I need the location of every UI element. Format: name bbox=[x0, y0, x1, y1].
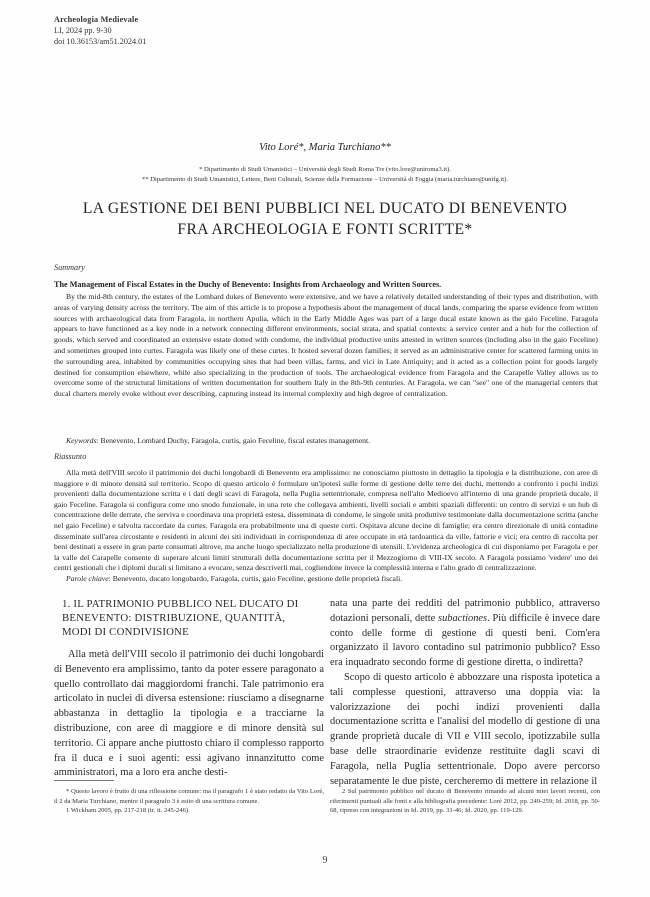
summary-body: By the mid-8th century, the estates of the Lombard dukes of Benevento were extensive, and we have a relatively detailed understanding of their types and distribution, with areas of varying density across the territory. The aim of this article is to propose a hypothesis about the management of ducal lands, comparing the sparse evidence from written sources with archaeological data from Faragola, in northern Apulia, which in the Early Middle Ages was part of a large ducal estate known as the gaio Feceline. Faragola appears to have functioned as a key node in a network connecting different environments, social strata, and spatial contexts: a service center and a hub for the collection of goods, which served and coordinated an extensive estate dotted with condome, the individual productive units attested in written sources (including also in the gaio Feceline) and sometimes grouped into curtes. Faragola was likely one of these curtes. It hosted several dozen families; it served as an administrative center for scattered farming units in the surrounding area, inhabited by communities occupying sites that had been villas, farms, and vici in Late Antiquity; and it acted as a collection point for goods largely destined for consumption elsewhere, while also specializing in the production of tools. The archaeological evidence from Faragola and the Carapelle Valley allows us to overcome some of the structural limitations of written documentation for southern Italy in the 8th-9th centuries. At Faragola, we can "see" one of the managerial centers that ducal charters merely evoke without ever describing, capturing instead its internal complexity and high degree of centralization. bbox=[54, 292, 598, 399]
footnote-1: 1 Wickham 2005, pp. 217-218 (tr. it. 245-246). bbox=[66, 807, 190, 815]
summary-keywords: Keywords: Benevento, Lombard Duchy, Faragola, curtis, gaio Feceline, fiscal estates management. bbox=[66, 436, 371, 445]
subactiones-term: subactiones bbox=[438, 612, 488, 624]
parole-chiave-label: Parole chiave bbox=[66, 574, 109, 583]
footnote-star: * Questo lavoro è frutto di una riflessione comune: ma il paragrafo 1 è stato redatto da Vito Loré, il 2 da Maria Turchiano, mentre il paragrafo 3 è esito di una scrittura comune. bbox=[54, 788, 324, 805]
summary-label: Summary bbox=[54, 263, 85, 272]
body-column-left: Alla metà dell'VIII secolo il patrimonio dei duchi longobardi di Benevento era amplissimo, tanto da poter essere paragonato a quello controllato dai maggiordomi franchi. Tale patrimonio era articolato in nuclei di diversa estensione: riusciamo a disegnarne abbastanza in dettaglio la tipologia e a tracciarne la distribuzione, con aree di maggiore e di minore densità sul territorio. Ci appare anche piuttosto chiaro il complesso rapporto fra il duca e i suoi agenti: essi agivano innanzitutto come amministratori, ma a loro era anche desti- bbox=[54, 649, 324, 779]
footnote-2: 2 Sul patrimonio pubblico nel ducato di Benevento rimando ad alcuni miei lavori recenti, con riferimenti puntuali alle fonti e alla bibliografia precedente: Loré 2012, pp. 249-259; Id. 2018, pp. 50-68, ripreso con integrazioni in Id. 2019, pp. 31-46; Id. 2020, pp. 119-129. bbox=[330, 788, 600, 815]
riassunto-keywords: Parole chiave: Benevento, ducato longobardo, Faragola, curtis, gaio Feceline, gestione delle proprietà fiscali. bbox=[66, 574, 403, 583]
parole-chiave-text: Benevento, ducato longobardo, Faragola, curtis, gaio Feceline, gestione delle proprietà fiscali. bbox=[112, 574, 403, 583]
authors: Vito Loré*, Maria Turchiano** bbox=[259, 142, 391, 153]
affiliation-1: * Dipartimento di Studi Umanistici – Università degli Studi Roma Tre (vito.lore@uniroma3.it). bbox=[199, 166, 451, 173]
paragraph-2: Scopo di questo articolo è abbozzare una risposta ipotetica a tali complesse questioni, attraverso una doppia via: la valorizzazione dei pochi indizi provenienti dalla documentazione scritta e l'analisi del modello di gestione di una grande proprietà ducale di VII e VIII secolo, ipotizzabile sulla base delle straordinarie evidenze restituite dagli scavi di Faragola, nella Puglia settentrionale. Dopo avere percorso separatamente le due piste, cercheremo di mettere in relazione il bbox=[330, 671, 600, 787]
title-line-1: LA GESTIONE DEI BENI PUBBLICI NEL DUCATO DI BENEVENTO bbox=[82, 200, 568, 217]
keywords-text: Benevento, Lombard Duchy, Faragola, curtis, gaio Feceline, fiscal estates management. bbox=[100, 436, 371, 445]
page-number: 9 bbox=[322, 855, 328, 866]
journal-header bbox=[54, 14, 146, 47]
riassunto-label: Riassunto bbox=[54, 452, 87, 461]
riassunto-body: Alla metà dell'VIII secolo il patrimonio dei duchi longobardi di Benevento era amplissimo: ne conosciamo piuttosto in dettaglio la tipologia e la distribuzione, con aree di maggiore e di minore densità sul territorio. Scopo di questo articolo è formulare un'ipotesi sulle forme di gestione delle terre dei duchi, mettendo a confronto i pochi indizi provenienti dalla documentazione scritta e i dati degli scavi di Faragola, nella Puglia settentrionale, compresa nell'alto Medioevo all'interno di una grande proprietà ducale, il gaio Feceline. Faragola si configura come uno snodo funzionale, in una rete che collegava ambienti, livelli sociali e ambiti spaziali differenti: un centro di servizi e un hub di concentrazione delle derrate, che serviva e coordinava una proprietà estesa, disseminata di condome, le singole unità produttive testimoniate dalla documentazione scritta (anche nel gaio Feceline) e talvolta raccordate da curtes. Faragola era probabilmente una di queste corti. Ospitava alcune decine di famiglie; era centro direzionale di unità contadine disseminate sull'area circostante e residenti in alcuni dei siti individuati in corrispondenza di aree occupate in età tardoantica da ville, fattorie e vici; era centro di raccolta per beni destinati a essere in gran parte consumati altrove, ma anche luogo specializzato nella produzione di utensili. L'evidenza archeologica di cui disponiamo per Faragola e per la valle del Carapelle consente di superare alcuni limiti strutturali della documentazione scritta per il Mezzogiorno di VIII-IX secolo. A Faragola possiamo 'vedere' uno dei centri gestionali che i diplomi ducali si limitano a evocare, senza descriverli mai, cogliendone invece la complessità interna e l'alto grado di centralizzazione. bbox=[54, 468, 598, 573]
journal-volume: LI, 2024 pp. 9-30 bbox=[54, 26, 112, 35]
footnote-rule bbox=[54, 780, 114, 781]
journal-doi: doi 10.36153/am51.2024.01 bbox=[54, 37, 147, 46]
footnotes-right bbox=[330, 787, 600, 816]
section-heading: 1. IL PATRIMONIO PUBBLICO NEL DUCATO DI BENEVENTO: DISTRIBUZIONE, QUANTITÀ, MODI DI CONDIVISIONE bbox=[62, 598, 299, 638]
body-column-right bbox=[330, 597, 600, 789]
article-title bbox=[60, 198, 590, 240]
footnotes-left bbox=[54, 787, 324, 816]
paragraph-continuation: nata una parte dei redditi del patrimonio pubblico, attraverso dotazioni personali, dette subactiones. Più difficile è invece dare conto delle forme di gestione di questi beni. Com'era organizzato il lavoro contadino sul patrimonio pubblico? Esso era inquadrato secondo forme di gestione diretta, o indiretta? bbox=[330, 598, 600, 669]
journal-name: Archeologia Medievale bbox=[54, 15, 139, 24]
title-line-2: FRA ARCHEOLOGIA E FONTI SCRITTE* bbox=[177, 221, 473, 238]
summary-heading: The Management of Fiscal Estates in the Duchy of Benevento: Insights from Archaeology and Written Sources. bbox=[54, 280, 442, 289]
affiliations bbox=[0, 165, 650, 184]
keywords-label: Keywords bbox=[66, 436, 97, 445]
affiliation-2: ** Dipartimento di Studi Umanistici, Lettere, Beni Culturali, Scienze della Formazione – Università di Foggia (maria.turchiano@unifg.it). bbox=[142, 175, 508, 183]
